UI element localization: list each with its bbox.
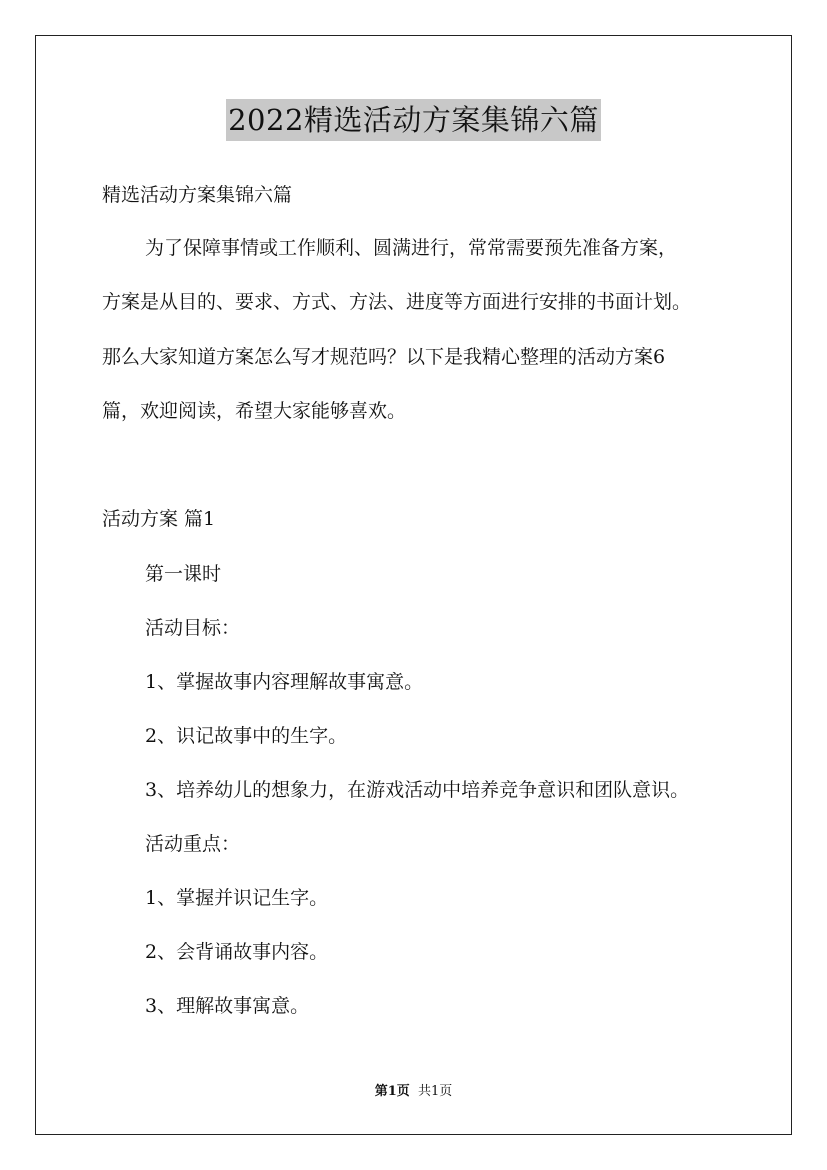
lesson-label: 第一课时 xyxy=(145,563,222,585)
page-total: 共1页 xyxy=(418,1084,453,1099)
intro-line-3: 那么大家知道方案怎么写才规范吗？以下是我精心整理的活动方案6 xyxy=(102,346,666,368)
focus-item-1: 1、掌握并识记生字。 xyxy=(145,887,329,909)
document-subtitle: 精选活动方案集锦六篇 xyxy=(102,184,293,206)
page-number: 第1页 xyxy=(374,1084,410,1099)
focus-heading: 活动重点： xyxy=(145,833,241,855)
goal-item-3: 3、培养幼儿的想象力，在游戏活动中培养竞争意识和团队意识。 xyxy=(145,779,690,801)
goals-heading: 活动目标： xyxy=(145,617,241,639)
title-container xyxy=(0,99,827,141)
focus-item-3: 3、理解故事寓意。 xyxy=(145,995,310,1017)
intro-line-2: 方案是从目的、要求、方式、方法、进度等方面进行安排的书面计划。 xyxy=(102,291,692,313)
document-title: 2022精选活动方案集锦六篇 xyxy=(226,99,601,141)
intro-line-4: 篇，欢迎阅读，希望大家能够喜欢。 xyxy=(102,400,407,422)
goal-item-1: 1、掌握故事内容理解故事寓意。 xyxy=(145,671,424,693)
goal-item-2: 2、识记故事中的生字。 xyxy=(145,725,348,747)
page-footer xyxy=(0,1084,827,1100)
focus-item-2: 2、会背诵故事内容。 xyxy=(145,941,329,963)
section-heading: 活动方案 篇1 xyxy=(102,508,216,530)
intro-line-1: 为了保障事情或工作顺利、圆满进行，常常需要预先准备方案， xyxy=(145,237,678,259)
